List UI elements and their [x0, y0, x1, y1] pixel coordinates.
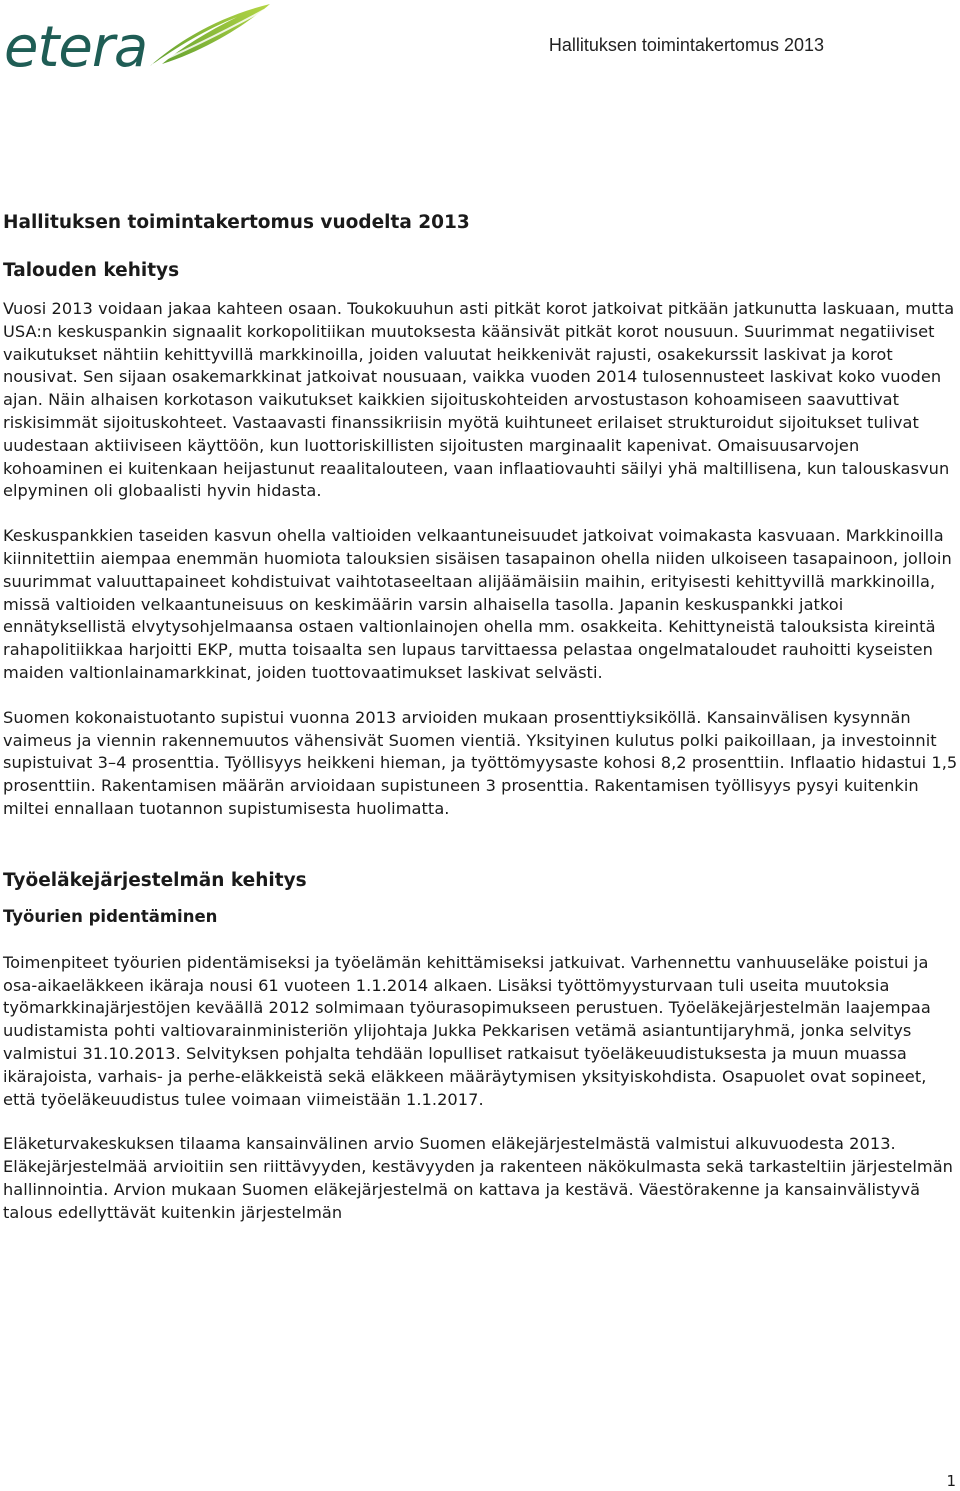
paragraph: Suomen kokonaistuotanto supistui vuonna 2013 arvioiden mukaan prosenttiyksiköllä. Kansainvälisen kysynnän vaimeus ja viennin rakennemuutos vähensivät Suomen vientiä. Yksityinen kulutus polki paikoillaan, ja investoinnit supistuivat 3–4 prosenttia. Työllisyys heikkeni hieman, ja työttömyysaste kohosi 8,2 prosenttiin. Inflaatio hidastui 1,5 prosenttiin. Rakentamisen määrän arvioidaan supistuneen 3 prosenttia. Rakentamisen työllisyys pysyi kuitenkin miltei ennallaan tuotannon supistumisesta huolimatta. [3, 707, 958, 818]
paragraph: Eläketurvakeskuksen tilaama kansainvälinen arvio Suomen eläkejärjestelmästä valmistui alkuvuodesta 2013. Eläkejärjestelmää arvioitiin sen riittävyyden, kestävyyden ja rakenteen näkökulmasta sekä tarkasteltiin järjestelmän hallinnointia. Arvion mukaan Suomen eläkejärjestelmä on kattava ja kestävä. Väestörakenne ja kansainvälistyvä talous edellyttävät kuitenkin järjestelmän [3, 1134, 953, 1222]
page-header [0, 0, 960, 80]
etera-logo [2, 2, 272, 72]
paragraph: Vuosi 2013 voidaan jakaa kahteen osaan. Toukokuuhun asti pitkät korot jatkoivat pitkään jatkunutta laskuaan, mutta USA:n keskuspankin signaalit korkopolitiikan muutoksesta käänsivät pitkät korot nousuun. Suurimmat negatiiviset vaikutukset nähtiin kehittyvillä markkinoilla, joiden valuutat heikkenivät rajusti, osakekurssit laskivat ja korot nousivat. Sen sijaan osakemarkkinat jatkoivat nousuaan, vaikka vuoden 2014 tulosennusteet laskivat koko vuoden ajan. Näin alhaisen korkotason vaikutukset kaikkien sijoituskohteiden arvostustason kohoamiseen saavuttivat riskisimmät sijoituskohteet. Vastaavasti finanssikriisin myötä kuihtuneet erilaiset strukturoidut sijoitukset tulivat uudestaan aktiiviseen käyttöön, kun luottoriskillisten sijoitusten marginaalit kapenivat. Omaisuusarvojen kohoaminen ei kuitenkaan heijastunut reaalitalouteen, vaan inflaatiovauhti säilyi yhä maltillisena, kun talouskasvun elpyminen oli globaalisti hyvin hidasta. [3, 299, 955, 501]
paragraph: Toimenpiteet työurien pidentämiseksi ja työelämän kehittämiseksi jatkuivat. Varhennettu vanhuuseläke poistui ja osa-aikaeläkkeen ikäraja nousi 61 vuoteen 1.1.2014 alkaen. Lisäksi työttömyysturvaan tuli useita muutoksia työmarkkinajärjestöjen keväällä 2012 solmimaan työurasopimukseen perustuen. Työeläkejärjestelmän laajempaa uudistamista pohti valtiovarainministeriön ylijohtaja Jukka Pekkarisen vetämä asiantuntijaryhmä, jonka selvitys valmistui 31.10.2013. Selvityksen pohjalta tehdään lopulliset ratkaisut työeläkeuudistuksesta ja muun muassa ikärajoista, varhais- ja perhe-eläkkeistä sekä eläkkeen määräytymisen yksityiskohdista. Osapuolet ovat sopineet, että työeläkeuudistus tulee voimaan viimeistään 1.1.2017. [3, 952, 931, 1109]
section-heading-economy: Talouden kehitys [3, 260, 180, 281]
section-heading-pension-system: Työeläkejärjestelmän kehitys [3, 869, 307, 891]
page-number: 1 [946, 1472, 956, 1490]
paragraph: Keskuspankkien taseiden kasvun ohella valtioiden velkaantuneisuudet jatkoivat voimakasta kasvuaan. Markkinoilla kiinnitettiin aiempaa enemmän huomiota talouksien sisäisen tasapainon ohella niiden ulkoiseen tasapainoon, jolloin suurimmat valuuttapaineet kohdistuivat vaihtotaseeltaan alijäämäisiin maihin, erityisesti kehittyvillä markkinoilla, missä valtioiden velkaantuneisuus on keskimäärin varsin alhaisella tasolla. Japanin keskuspankki jatkoi ennätyksellistä elvytysohjelmaansa ostaen valtionlainojen ohella mm. osakkeita. Kehittyneistä talouksista kireintä rahapolitiikkaa harjoitti EKP, mutta toisaalta sen lupaus tarvittaessa pelastaa ongelmataloudet rauhoitti kyseisten maiden valtionlainamarkkinat, joiden tuottovaatimukset laskivat selvästi. [3, 526, 952, 682]
header-title: Hallituksen toimintakertomus 2013 [548, 35, 824, 55]
document-body [3, 208, 958, 1225]
logo-wordmark: etera [4, 15, 148, 72]
document-title: Hallituksen toimintakertomus vuodelta 2013 [3, 212, 470, 233]
subsection-heading-careers: Työurien pidentäminen [3, 906, 218, 926]
